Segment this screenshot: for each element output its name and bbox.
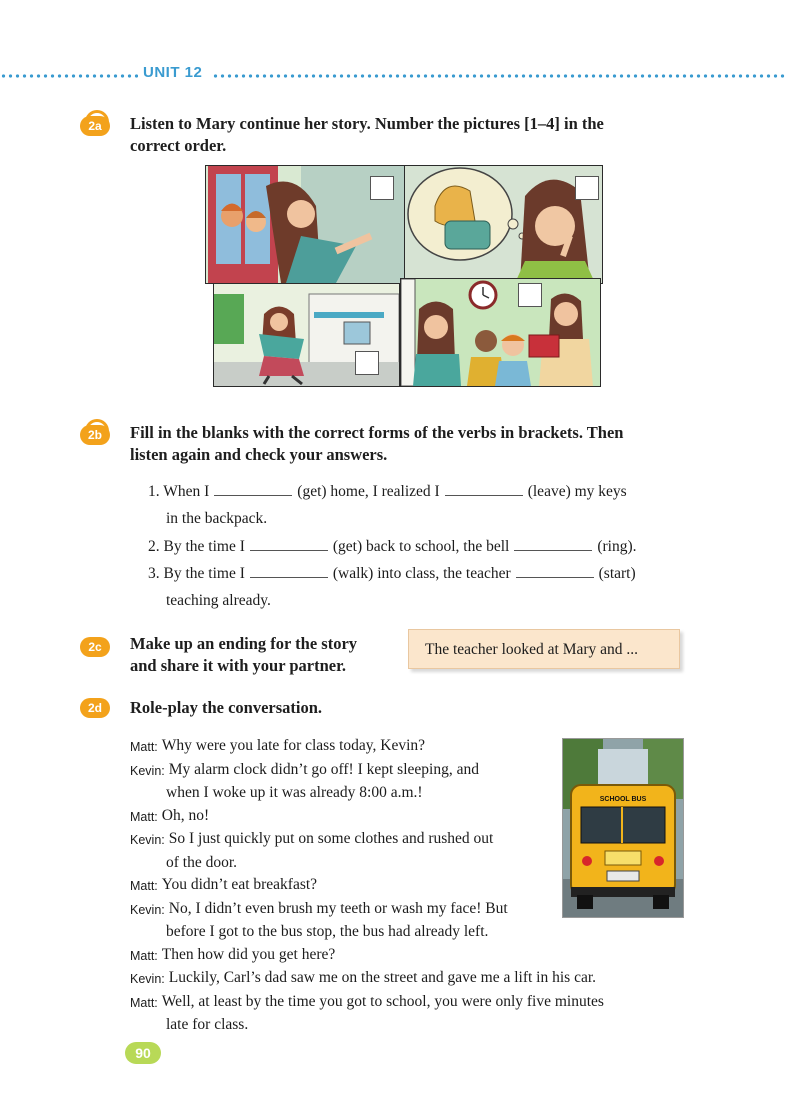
item-2-verb2: (ring). (597, 538, 637, 555)
utterance: No, I didn’t even brush my teeth or wash my face! But (168, 899, 508, 917)
exercise-item-2 (148, 533, 637, 560)
exercise-item-1 (148, 478, 627, 532)
instruction-2c (130, 633, 357, 677)
item-1-verb2: (leave) my keys (527, 483, 627, 500)
blank-2a[interactable] (250, 536, 328, 551)
instruction-2d: Role-play the conversation. (130, 698, 323, 717)
picture-classroom (400, 278, 601, 387)
answer-box-2[interactable] (575, 176, 599, 200)
exercise-item-3 (148, 560, 636, 614)
instruction-2a-line2: correct order. (130, 136, 227, 155)
speaker: Kevin: (130, 972, 165, 986)
item-3-start: 3. By the time I (148, 565, 245, 582)
badge-2a: 2a (80, 116, 110, 136)
header-dots-right (212, 74, 787, 78)
badge-2c: 2c (80, 637, 110, 657)
badge-2d: 2d (80, 698, 110, 718)
header-dots-left (0, 74, 138, 78)
utterance-cont: late for class. (166, 1016, 249, 1033)
blank-3a[interactable] (250, 563, 328, 578)
utterance: Why were you late for class today, Kevin? (161, 737, 426, 754)
speaker: Matt: (130, 879, 158, 893)
conv-line (130, 967, 690, 991)
speaker: Kevin: (130, 833, 165, 847)
instruction-2b-line1: Fill in the blanks with the correct forms of the verbs in brackets. Then (130, 423, 624, 442)
utterance: So I just quickly put on some clothes and rushed out (168, 830, 494, 847)
conv-line (130, 898, 690, 922)
speaker: Kevin: (130, 902, 165, 917)
utterance-cont: when I woke up it was already 8:00 a.m.! (166, 784, 423, 801)
conv-line (130, 944, 690, 968)
bus-sign: SCHOOL BUS (599, 796, 647, 803)
item-1-cont: in the backpack. (166, 510, 268, 527)
utterance: Oh, no! (161, 806, 210, 824)
item-1-verb1: (get) home, I realized I (297, 483, 440, 500)
blank-2b[interactable] (514, 536, 592, 551)
instruction-2b-line2: listen again and check your answers. (130, 445, 388, 464)
utterance: Luckily, Carl’s dad saw me on the street and gave me a lift in his car. (168, 969, 597, 986)
utterance: Then how did you get here? (161, 945, 336, 963)
item-2-verb1: (get) back to school, the bell (332, 538, 510, 555)
instruction-2a (130, 113, 604, 157)
answer-box-3[interactable] (355, 351, 379, 375)
speaker: Matt: (130, 995, 158, 1010)
story-prompt-box: The teacher looked at Mary and ... (408, 629, 680, 669)
speaker: Matt: (130, 948, 158, 963)
thinking-illustration (405, 166, 602, 283)
item-3-cont: teaching already. (166, 592, 271, 609)
conv-line (130, 805, 690, 829)
utterance: You didn’t eat breakfast? (161, 876, 318, 893)
instruction-2b (130, 422, 623, 466)
badge-2b: 2b (80, 425, 110, 445)
conv-line (130, 828, 690, 852)
utterance: My alarm clock didn’t go off! I kept sleeping, and (168, 760, 479, 778)
instruction-2c-line1: Make up an ending for the story (130, 634, 358, 653)
conv-line (130, 991, 690, 1015)
item-3-verb1: (walk) into class, the teacher (332, 565, 511, 582)
item-2-start: 2. By the time I (148, 538, 245, 555)
speaker: Matt: (130, 740, 158, 754)
page-number: 90 (125, 1042, 161, 1064)
speaker: Matt: (130, 809, 158, 824)
instruction-2a-line1: Listen to Mary continue her story. Number the pictures [1–4] in the (130, 114, 604, 133)
answer-box-1[interactable] (370, 176, 394, 200)
blank-1b[interactable] (445, 481, 523, 496)
answer-box-4[interactable] (518, 283, 542, 307)
unit-label: UNIT 12 (143, 64, 203, 81)
classroom-illustration (401, 279, 600, 386)
utterance-cont: before I got to the bus stop, the bus had already left. (166, 923, 489, 940)
speaker: Kevin: (130, 763, 165, 778)
conv-line (130, 874, 690, 898)
picture-thinking (404, 165, 603, 284)
blank-3b[interactable] (516, 563, 594, 578)
item-1-start: 1. When I (148, 483, 210, 500)
conversation (130, 735, 690, 1037)
item-3-verb2: (start) (598, 565, 636, 582)
conv-line (130, 735, 690, 759)
blank-1a[interactable] (214, 481, 292, 496)
instruction-2c-line2: and share it with your partner. (130, 656, 347, 675)
utterance-cont: of the door. (166, 853, 238, 871)
conv-line (130, 759, 690, 783)
utterance: Well, at least by the time you got to school, you were only five minutes (161, 992, 604, 1010)
